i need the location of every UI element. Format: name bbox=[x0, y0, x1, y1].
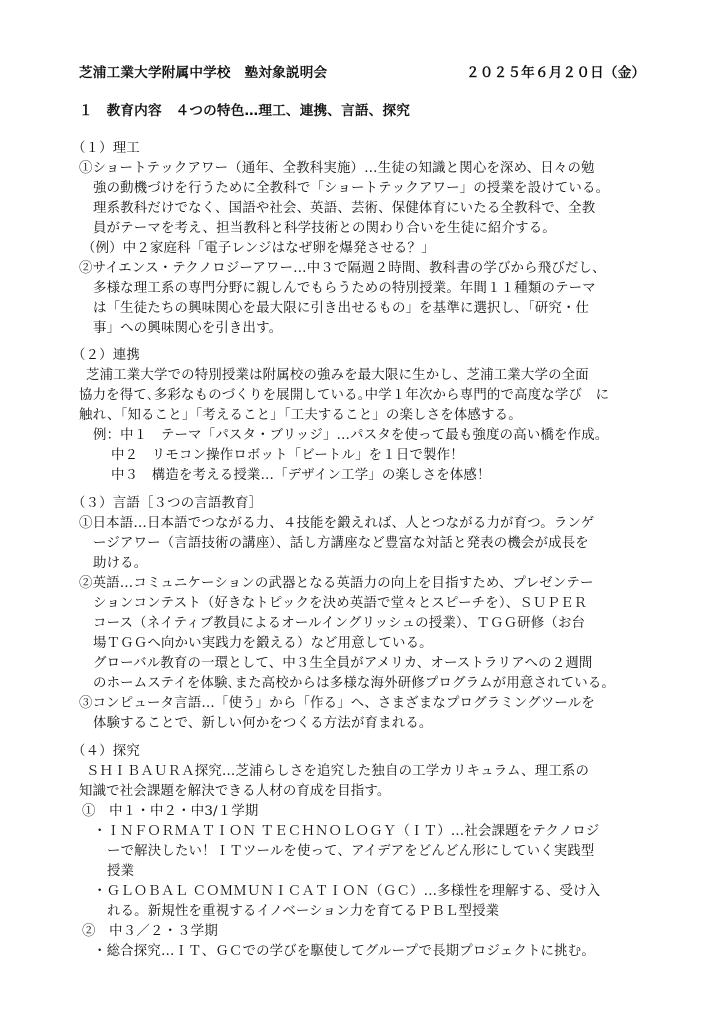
tankyu-sub1-bullet-line: 授業 bbox=[107, 864, 135, 879]
gengo-item1-line: 助ける。 bbox=[93, 556, 148, 571]
rikou-item1-line: 理系教科だけでなく、国語や社会、英語、芸術、保健体育にいたる全教科で、全教 bbox=[93, 201, 596, 216]
tankyu-intro-line: ＳＨＩＢＡＵＲＡ探究…芝浦らしさを追究した独自の工学カリキュラム、理工系の bbox=[86, 764, 590, 779]
document-date: ２０２５年６月２０日（金） bbox=[466, 65, 646, 81]
rikou-item2-line: 多様な理工系の専門分野に親しんでもらうための特別授業。年間１１種類のテーマ bbox=[93, 281, 596, 296]
tankyu-sub1-bullet-line: ・ＩＮＦＯＲＭＡＴＩＯＮ ＴＥＣＨＮＯＬＯＧＹ（ＩＴ）…社会課題をテクノロジ bbox=[93, 824, 600, 839]
tankyu-sub1-bullet-line: ーで解決したい！ＩＴツールを使って、アイデアをどんどん形にしていく実践型 bbox=[107, 844, 595, 859]
renkei-example-line: 中２ リモコン操作ロボット「ビートル」を１日で製作！ bbox=[111, 448, 464, 463]
tankyu-sub2-bullet-line: ・総合探究…ＩＴ、ＧＣでの学びを駆使してグループで長期プロジェクトに挑む。 bbox=[93, 944, 595, 959]
gengo-item1-line: ージアワー（言語技術の講座）、話し方講座など豊富な対話と発表の機会が成長を bbox=[93, 536, 589, 551]
subsection-heading-renkei: （２）連携 bbox=[72, 348, 140, 363]
tankyu-intro-line: 知識で社会課題を解決できる人材の育成を目指す。 bbox=[79, 784, 391, 799]
renkei-body-line: 触れ、「知ること」「考えること」「工夫すること」の楽しさを体感する。 bbox=[79, 408, 522, 423]
gengo-item2-line: のホームステイを体験､また高校からは多様な海外研修プログラムが用意されている。 bbox=[93, 676, 615, 691]
rikou-item2-line: 事」への興味関心を引き出す。 bbox=[93, 321, 283, 336]
document-title: 芝浦工業大学附属中学校 塾対象説明会 bbox=[79, 65, 328, 81]
rikou-item1-line: 強の動機づけを行うために全教科で「ショートテックアワー」の授業を設けている。 bbox=[93, 181, 610, 196]
subsection-heading-rikou: （１）理工 bbox=[72, 141, 140, 156]
gengo-item2-line: 場ＴＧＧへ向かい実践力を鍛える）など用意している。 bbox=[93, 636, 433, 651]
renkei-example-line: 例：中１ テーマ「パスタ・ブリッジ」…パスタを使って最も強度の高い橋を作成。 bbox=[93, 428, 609, 443]
subsection-heading-gengo: （３）言語［３つの言語教育］ bbox=[72, 496, 263, 511]
gengo-item3-line: 体験することで、新しい何かをつくる方法が育まれる。 bbox=[93, 716, 433, 731]
gengo-item2-line: グローバル教育の一環として、中３生全員がアメリカ、オーストラリアへの２週間 bbox=[93, 656, 593, 671]
tankyu-sub1-heading: ① 中１・中２・中3/１学期 bbox=[82, 804, 259, 819]
renkei-body-line: 芝浦工業大学での特別授業は附属校の強みを最大限に生かし、芝浦工業大学の全面 bbox=[86, 368, 589, 383]
gengo-item3-line: ③コンピュータ言語…「使う」から「作る」へ、さまざまなプログラミングツールを bbox=[79, 696, 595, 711]
gengo-item1-line: ①日本語…日本語でつながる力、４技能を鍛えれば、人とつながる力が育つ。ランゲ bbox=[79, 516, 595, 531]
tankyu-sub2-heading: ② 中３／２・３学期 bbox=[82, 924, 218, 939]
rikou-item2-line: は「生徒たちの興味関心を最大限に引き出せるもの」を基準に選択し、「研究・仕 bbox=[93, 301, 590, 316]
rikou-example: （例）中２家庭科「電子レンジはなぜ卵を爆発させる？」 bbox=[82, 241, 435, 256]
subsection-heading-tankyu: （４）探究 bbox=[72, 744, 140, 759]
renkei-body-line: 協力を得て､多彩なものづくりを展開している｡中学１年次から専門的で高度な学び に bbox=[79, 388, 610, 403]
renkei-example-line: 中３ 構造を考える授業…「デザイン工学」の楽しさを体感！ bbox=[111, 468, 491, 483]
rikou-item2-line: ②サイエンス・テクノロジーアワー…中３で隔週２時間、教科書の学びから飛びだし、 bbox=[79, 261, 606, 276]
gengo-item2-line: コース（ネイティブ教員によるオールイングリッシュの授業）、ＴＧＧ研修（お台 bbox=[93, 616, 586, 631]
tankyu-sub1-bullet-line: ・ＧＬＯＢＡＬ ＣＯＭＭＵＮＩＣＡＴＩＯＮ（ＧＣ）…多様性を理解する、受け入 bbox=[93, 884, 601, 899]
rikou-item1-line: 員がテーマを考え、担当教科と科学技術との関わり合いを生徒に紹介する。 bbox=[93, 221, 556, 236]
rikou-item1-line: ①ショートテックアワー（通年、全教科実施）…生徒の知識と関心を深め、日々の勉 bbox=[79, 161, 595, 176]
gengo-item2-line: ションコンテスト（好きなトピックを決め英語で堂々とスピーチを）、ＳＵＰＥＲ bbox=[93, 596, 588, 611]
section-heading-education: １ 教育内容 ４つの特色…理工、連携、言語、探究 bbox=[79, 103, 411, 119]
tankyu-sub1-bullet-line: れる。新規性を重視するイノベーション力を育てるＰＢＬ型授業 bbox=[107, 904, 500, 919]
gengo-item2-line: ②英語…コミュニケーションの武器となる英語力の向上を目指すため、プレゼンテー bbox=[79, 576, 594, 591]
